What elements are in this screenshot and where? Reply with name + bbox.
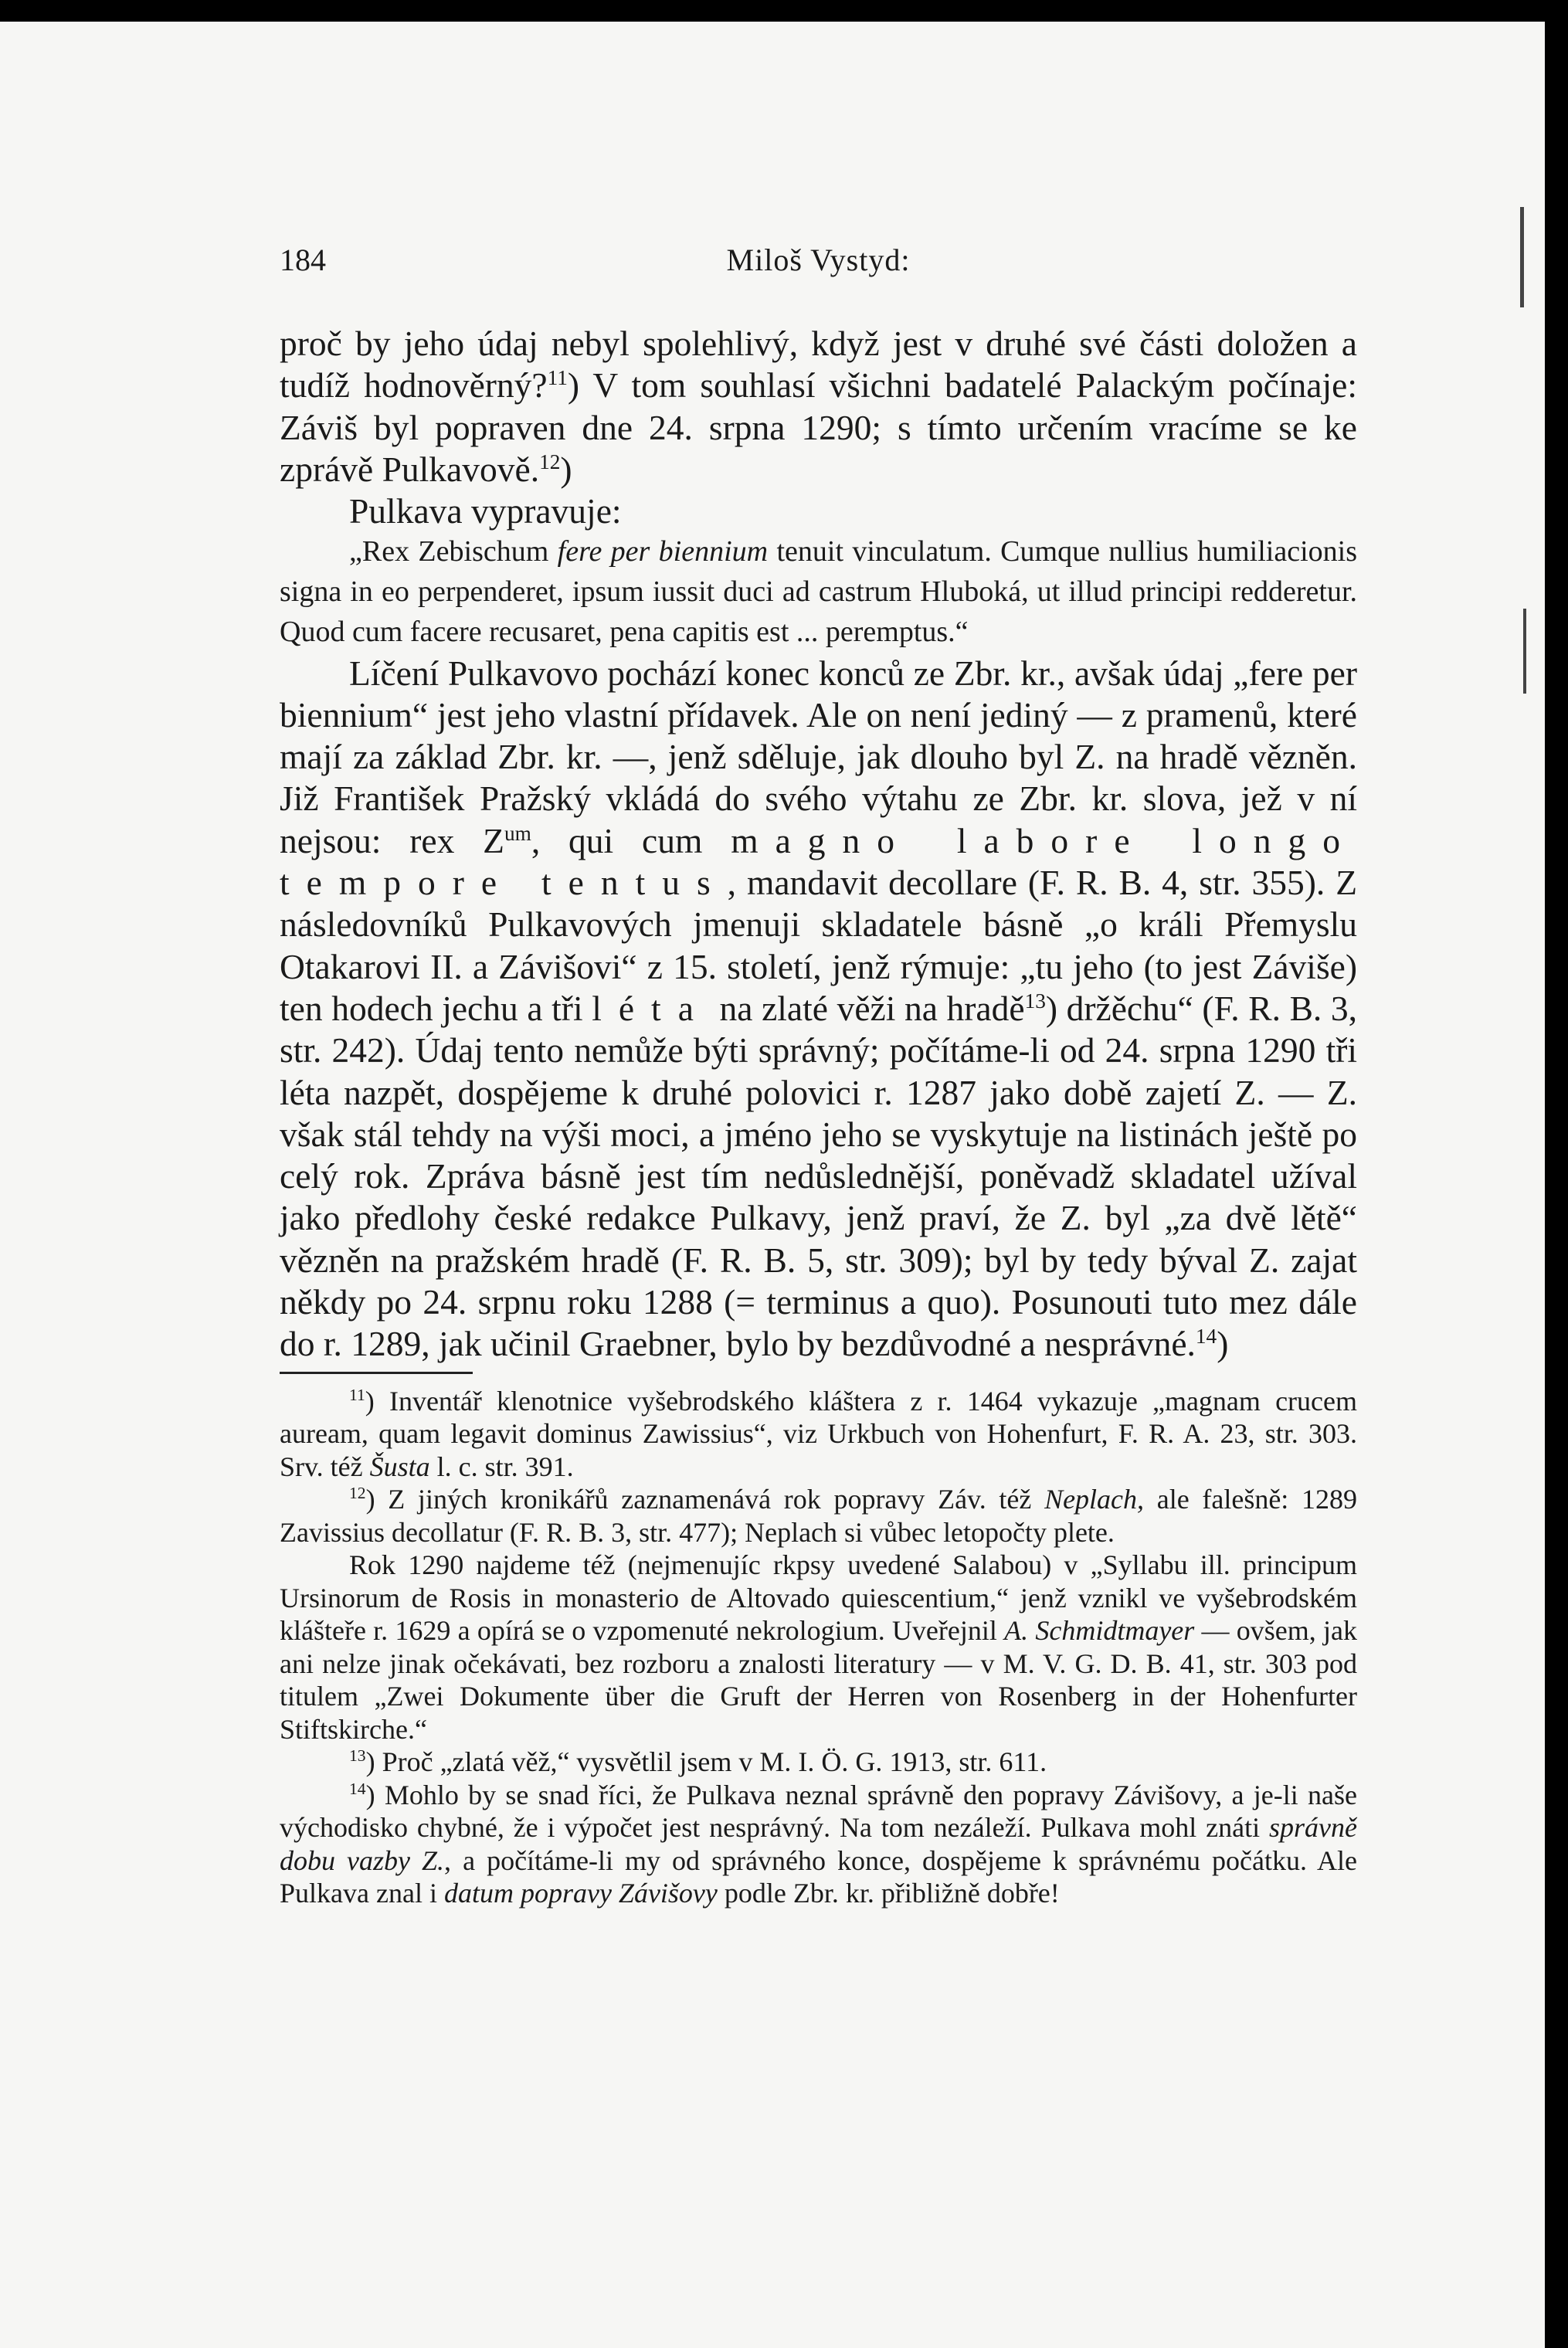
footnote-ref-13: 13 [1024, 989, 1046, 1013]
running-head: Miloš Vystyd: [726, 243, 911, 277]
paragraph-1: proč by jeho údaj nebyl spolehlivý, když jest v druhé své části doložen a tudíž hodnověrný?$^{11}$) V tom souhlasí všichni badatelé Palackým počínaje: Záviš byl popraven dne 24. srpna 1290; s tímto určením vracíme se ke zprávě Pulkavově.$^{12}$) [280, 324, 1357, 489]
main-text [280, 323, 1357, 1910]
spaced-quote: magno labore longo tempore tentus [280, 820, 1357, 903]
footnote-13: $^{13}$) Proč „zlatá věž,“ vysvětlil jsem v M. I. Ö. G. 1913, str. 611. [349, 1746, 1047, 1778]
block-quote: „Rex Zebischum fere per biennium tenuit vinculatum. Cumque nullius humiliacionis signa in eo perpenderet, ipsum iussit duci ad castrum Hluboká, ut illud principi redderetur. Quod cum facere recusaret, pena capitis est ... peremptus.“ [280, 535, 1357, 648]
footnote-12-continued: Rok 1290 najdeme též (nejmenujíc rkpsy uvedené Salabou) v „Syllabu ill. principum Ursinorum de Rosis in monasterio de Altovado quiescentium,“ jenž vznikl ve vyšebrodském klášteře r. 1629 a opírá se o vzpomenuté nekrologium. Uveřejnil A. Schmidtmayer — ovšem, jak ani nelze jinak očekávati, bez rozboru a znalosti literatury — v M. V. G. D. B. 41, str. 303 pod titulem „Zwei Dokumente über die Gruft der Herren von Rosenberg in der Hohenfurter Stiftskirche.“ [280, 1549, 1357, 1745]
footnotes [280, 1385, 1357, 1910]
footnote-11: $^{11}$) Inventář klenotnice vyšebrodského kláštera z r. 1464 vykazuje „magnam crucem auream, quam legavit dominus Zawissius“, viz Urkbuch von Hohenfurt, F. R. A. 23, str. 303. Srv. též Šusta l. c. str. 391. [280, 1385, 1357, 1482]
scan-edge-mark [1520, 207, 1524, 307]
footnote-ref-11: 11 [547, 366, 568, 390]
footnote-14: $^{14}$) Mohlo by se snad říci, že Pulkava neznal správně den popravy Závišovy, a je-li naše východisko chybné, že i výpočet jest nesprávný. Na tom nezáleží. Pulkava mohl znáti správně dobu vazby Z., a počítáme-li my od správného konce, dospějeme k správnému počátku. Ale Pulkava znal i datum popravy Závišovy podle Zbr. kr. přibližně dobře! [280, 1779, 1357, 1909]
scanned-page [0, 22, 1545, 2348]
paragraph-2: Pulkava vypravuje: [349, 491, 622, 531]
footnote-rule [280, 1372, 473, 1374]
paragraph-3: Líčení Pulkavovo pochází konec konců ze Zbr. kr., avšak údaj „fere per biennium“ jest jeho vlastní přídavek. Ale on není jediný — z pramenů, které mají za základ Zbr. kr. —, jenž sděluje, jak dlouho byl Z. na hradě vězněn. Již František Pražský vkládá do svého výtahu ze Zbr. kr. slova, jež v ní nejsou: rex $Z^{um}$, qui cum magno labore longo tempore tentus, mandavit decollare (F. R. B. 4, str. 355). Z následovníků Pulkavových jmenuji skladatele básně „o králi Přemyslu Otakarovi II. a Závišovi“ z 15. století, jenž rýmuje: „tu jeho (to jest Záviše) ten hodech jechu a tři léta na zlaté věži na hradě$^{13}$) držěchu“ (F. R. B. 3, str. 242). Údaj tento nemůže býti správný; počítáme-li od 24. srpna 1290 tři léta nazpět, dospějeme k druhé polovici r. 1287 jako době zajetí Z. — Z. však stál tehdy na výši moci, a jméno jeho se vyskytuje na listinách ještě po celý rok. Zpráva básně jest tím nedůslednější, poněvadž skladatel užíval jako předlohy české redakce Pulkavy, jenž praví, že Z. byl „za dvě lětě“ vězněn na pražském hradě (F. R. B. 5, str. 309); byl by tedy býval Z. zajat někdy po 24. srpnu roku 1288 (= terminus a quo). Posunouti tuto mez dále do r. 1289, jak učinil Graebner, bylo by bezdůvodné a nesprávné.$^{14}$) [280, 653, 1358, 1364]
page-header [280, 242, 1357, 288]
page-number: 184 [280, 243, 326, 277]
footnote-ref-12: 12 [539, 450, 561, 473]
footnote-ref-14: 14 [1195, 1325, 1217, 1349]
scan-edge-mark [1523, 609, 1526, 694]
footnote-12: $^{12}$) Z jiných kronikářů zaznamenává rok popravy Záv. též Neplach, ale falešně: 1289 Zavissius decollatur (F. R. B. 3, str. 477); Neplach si vůbec letopočty plete. [280, 1484, 1357, 1548]
